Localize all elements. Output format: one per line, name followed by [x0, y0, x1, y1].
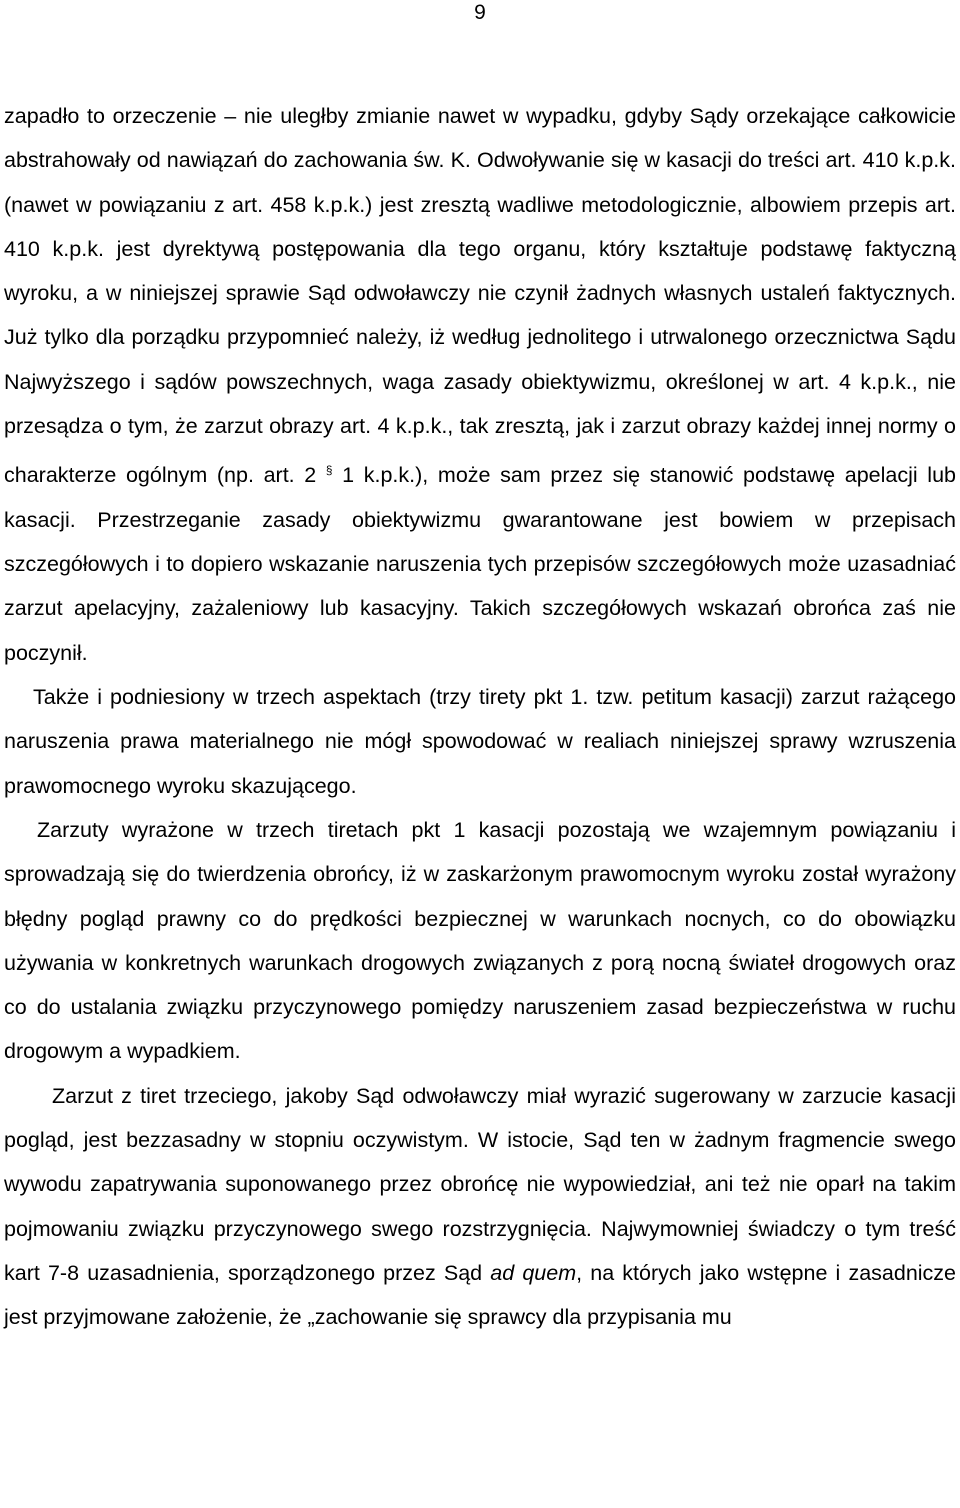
- paragraph-2: Także i podniesiony w trzech aspektach (trzy tirety pkt 1. tzw. petitum kasacji) zarzut rażącego naruszenia prawa materialnego nie mógł spowodować w realiach niniejszej sprawy wzruszenia prawomocnego wyroku skazującego.: [4, 685, 956, 798]
- paragraph-1-text-b: 1 k.p.k.), może sam przez się stanowić podstawę apelacji lub kasacji. Przestrzeganie zasady obiektywizmu gwarantowane jest bowiem w przepisach szczegółowych i to dopiero wskazanie naruszenia tych przepisów szczegółowych może uzasadniać zarzut apelacyjny, zażaleniowy lub kasacyjny. Takich szczegółowych wskazań obrońca zaś nie poczynił.: [4, 463, 956, 665]
- paragraph-4-text-a: Zarzut z tiret trzeciego, jakoby Sąd odwoławczy miał wyrazić sugerowany w zarzucie kasacji pogląd, jest bezzasadny w stopniu oczywistym. W istocie, Sąd ten w żadnym fragmencie swego wywodu zapatrywania suponowanego przez obrońcę nie wypowiedział, ani też nie oparł na takim pojmowaniu związku przyczynowego swego rozstrzygnięcia. Najwymowniej świadczy o tym treść kart 7-8 uzasadnienia, sporządzonego przez Sąd: [4, 1083, 956, 1285]
- paragraph-4: [4, 1074, 956, 1340]
- paragraph-1-text-a: zapadło to orzeczenie – nie uległby zmianie nawet w wypadku, gdyby Sądy orzekające całkowicie abstrahowały od nawiązań do zachowania św. K. Odwoływanie się w kasacji do treści art. 410 k.p.k. (nawet w powiązaniu z art. 458 k.p.k.) jest zresztą wadliwe metodologicznie, albowiem przepis art. 410 k.p.k. jest dyrektywą postępowania dla tego organu, który kształtuje podstawę faktyczną wyroku, a w niniejszej sprawie Sąd odwoławczy nie czynił żadnych własnych ustaleń faktycznych. Już tylko dla porządku przypomnieć należy, iż według jednolitego i utrwalonego orzecznictwa Sądu Najwyższego i sądów powszechnych, waga zasady obiektywizmu, określonej w art. 4 k.p.k., nie przesądza o tym, że zarzut obrazy art. 4 k.p.k., tak zresztą, jak i zarzut obrazy każdej innej normy o charakterze ogólnym (np. art. 2: [4, 104, 956, 488]
- paragraph-4-text-b: , na których jako wstępne i zasadnicze jest przyjmowane założenie, że „zachowanie się sprawcy dla przypisania mu: [4, 1260, 957, 1330]
- page-number: 9: [474, 1, 486, 24]
- paragraph-3: Zarzuty wyrażone w trzech tiretach pkt 1 kasacji pozostają we wzajemnym powiązaniu i sprowadzają się do twierdzenia obrońcy, iż w zaskarżonym prawomocnym wyroku został wyrażony błędny pogląd prawny co do prędkości bezpiecznej w warunkach nocnych, co do obowiązku używania w konkretnych warunkach drogowych związanych z porą nocną świateł drogowych oraz co do ustalania związku przyczynowego pomiędzy naruszeniem zasad bezpieczeństwa w ruchu drogowym a wypadkiem.: [4, 817, 956, 1064]
- document-body: [4, 94, 956, 1339]
- section-sign: §: [325, 463, 333, 478]
- paragraph-1: [4, 94, 956, 675]
- latin-phrase: ad quem: [490, 1260, 577, 1285]
